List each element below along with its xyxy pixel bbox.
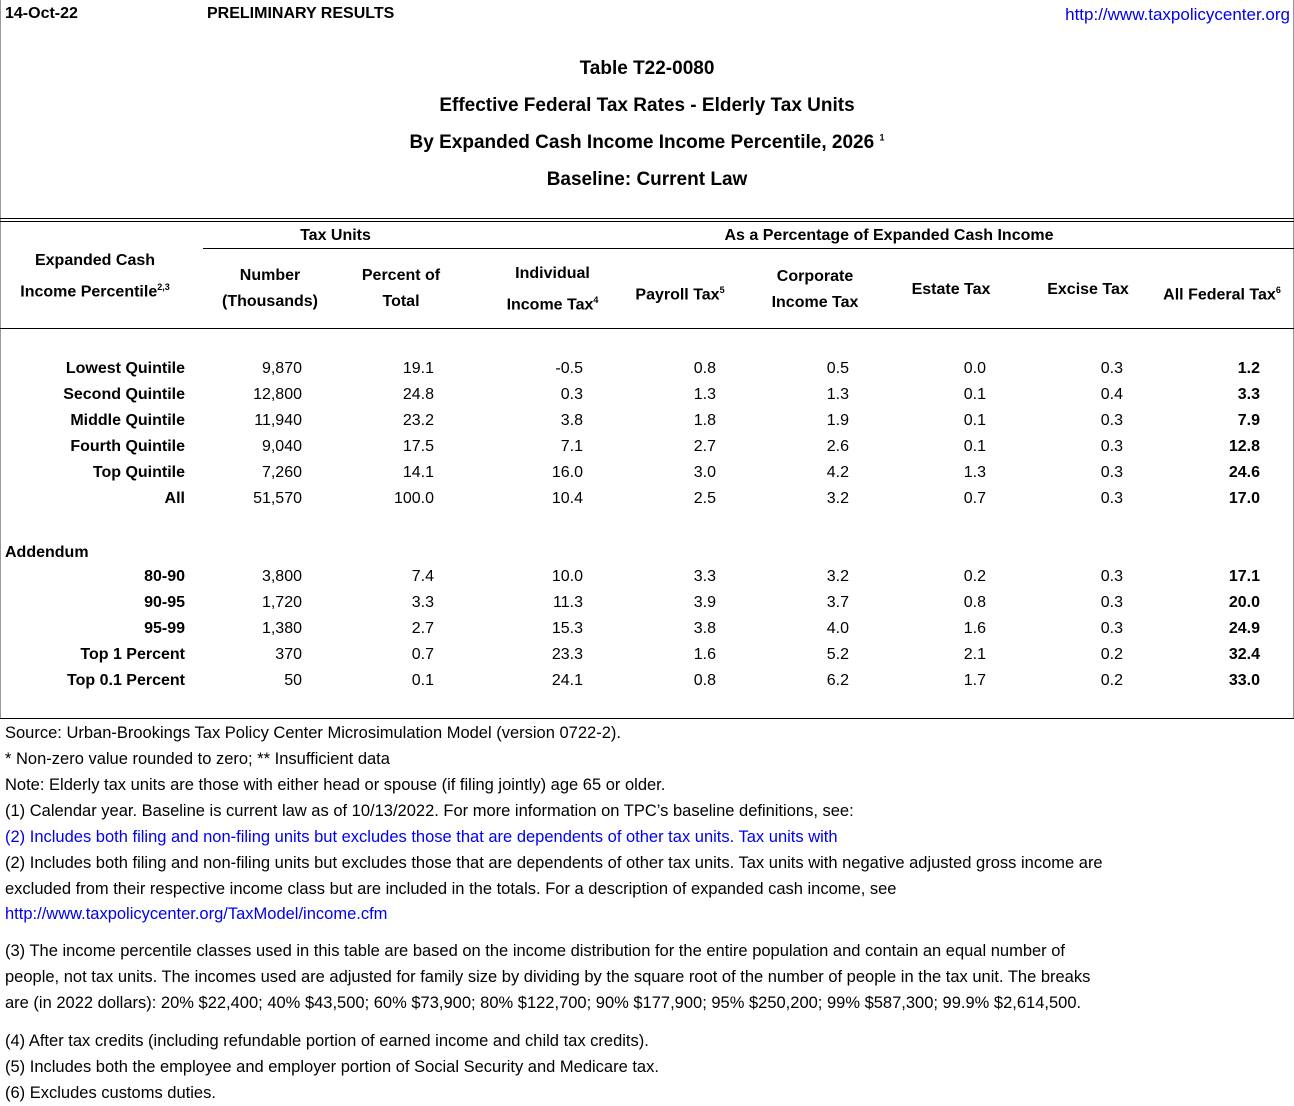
row-label: Top Quintile xyxy=(92,464,185,481)
divider xyxy=(0,328,1294,329)
cell-corporate: 1.3 xyxy=(826,386,849,403)
cell-estate: 0.0 xyxy=(963,360,986,377)
cell-estate: 1.7 xyxy=(963,672,986,689)
cell-individual: 23.3 xyxy=(551,646,583,663)
row-label: Fourth Quintile xyxy=(70,438,185,455)
cell-individual: 10.0 xyxy=(551,568,583,585)
cell-corporate: 6.2 xyxy=(826,672,849,689)
cell-payroll: 3.3 xyxy=(693,568,716,585)
cell-corporate: 2.6 xyxy=(826,438,849,455)
cell-number: 370 xyxy=(275,646,302,663)
header-line: Individual xyxy=(515,265,590,282)
cell-percent: 23.2 xyxy=(402,412,434,429)
table-row xyxy=(0,486,1294,512)
cell-excise: 0.3 xyxy=(1100,568,1123,585)
row-label: All xyxy=(164,490,185,507)
cell-corporate: 1.9 xyxy=(826,412,849,429)
date: 14-Oct-22 xyxy=(5,5,78,22)
cell-payroll: 0.8 xyxy=(693,672,716,689)
cell-excise: 0.3 xyxy=(1100,490,1123,507)
cell-payroll: 3.8 xyxy=(693,620,716,637)
table-row xyxy=(0,564,1294,590)
cell-excise: 0.3 xyxy=(1100,620,1123,637)
row-label: Lowest Quintile xyxy=(65,360,185,377)
cell-estate: 0.7 xyxy=(963,490,986,507)
cell-excise: 0.4 xyxy=(1100,386,1123,403)
footnote-3: people, not tax units. The incomes used are adjusted for family size by dividing by the square root of the number of people in the tax unit. The breaks xyxy=(5,968,1091,986)
cell-corporate: 3.2 xyxy=(826,568,849,585)
table-row xyxy=(0,356,1294,382)
table-row xyxy=(0,590,1294,616)
table-row xyxy=(0,434,1294,460)
cell-all-federal: 17.0 xyxy=(1228,490,1260,507)
cell-corporate: 5.2 xyxy=(826,646,849,663)
cell-all-federal: 12.8 xyxy=(1228,438,1260,455)
cell-all-federal: 24.9 xyxy=(1228,620,1260,637)
table-id: Table T22-0080 xyxy=(579,58,715,79)
cell-corporate: 3.2 xyxy=(826,490,849,507)
row-label: 80-90 xyxy=(144,568,185,585)
cell-payroll: 2.7 xyxy=(693,438,716,455)
cell-estate: 0.1 xyxy=(963,438,986,455)
cell-estate: 1.3 xyxy=(963,464,986,481)
cell-corporate: 4.0 xyxy=(826,620,849,637)
cell-individual: 10.4 xyxy=(551,490,583,507)
cell-excise: 0.3 xyxy=(1100,438,1123,455)
cell-individual: 3.8 xyxy=(560,412,583,429)
cell-number: 3,800 xyxy=(261,568,302,585)
cell-percent: 0.7 xyxy=(411,646,434,663)
cell-all-federal: 3.3 xyxy=(1237,386,1260,403)
cell-corporate: 0.5 xyxy=(826,360,849,377)
table-title: Effective Federal Tax Rates - Elderly Tax Units xyxy=(439,95,855,116)
cell-all-federal: 20.0 xyxy=(1228,594,1260,611)
cell-estate: 0.1 xyxy=(963,386,986,403)
cell-percent: 17.5 xyxy=(402,438,434,455)
table-row xyxy=(0,460,1294,486)
cell-estate: 2.1 xyxy=(963,646,986,663)
cell-all-federal: 17.1 xyxy=(1228,568,1260,585)
cell-percent: 2.7 xyxy=(411,620,434,637)
header-tax-units: Tax Units xyxy=(300,227,371,244)
header-estate: Estate Tax xyxy=(911,281,991,298)
cell-percent: 14.1 xyxy=(402,464,434,481)
divider xyxy=(0,718,1294,719)
header-line: Income Tax xyxy=(771,294,859,311)
header-payroll xyxy=(620,277,740,308)
cell-all-federal: 7.9 xyxy=(1237,412,1260,429)
header-line xyxy=(0,274,190,305)
addendum-label: Addendum xyxy=(5,544,89,561)
source-note: Source: Urban-Brookings Tax Policy Center Microsimulation Model (version 0722-2). xyxy=(5,724,621,742)
cell-individual: 16.0 xyxy=(551,464,583,481)
baseline: Baseline: Current Law xyxy=(546,169,748,190)
table-row xyxy=(0,382,1294,408)
header-line: Percent of xyxy=(361,267,441,284)
footnote-4: (4) After tax credits (including refundable portion of earned income and child tax credits). xyxy=(5,1032,649,1050)
cell-individual: -0.5 xyxy=(555,360,583,377)
footnote-ref: 6 xyxy=(1275,285,1281,295)
cell-excise: 0.2 xyxy=(1100,646,1123,663)
footnote-5: (5) Includes both the employee and employer portion of Social Security and Medicare tax. xyxy=(5,1058,659,1076)
header-percent xyxy=(340,263,462,315)
row-label: 90-95 xyxy=(144,594,185,611)
footnote-ref: 5 xyxy=(719,285,725,295)
cell-percent: 3.3 xyxy=(411,594,434,611)
table-row xyxy=(0,668,1294,694)
cell-excise: 0.3 xyxy=(1100,412,1123,429)
cell-percent: 100.0 xyxy=(393,490,434,507)
cell-all-federal: 1.2 xyxy=(1237,360,1260,377)
divider xyxy=(0,221,1294,222)
cell-percent: 24.8 xyxy=(402,386,434,403)
table-row xyxy=(0,616,1294,642)
footnote-ref: 2,3 xyxy=(157,282,170,292)
cell-number: 1,380 xyxy=(261,620,302,637)
table-subtitle xyxy=(0,132,1294,154)
header-all-federal xyxy=(1150,277,1294,308)
cell-number: 7,260 xyxy=(261,464,302,481)
header-line: Total xyxy=(382,293,420,310)
header-percentile xyxy=(0,248,190,305)
cell-number: 1,720 xyxy=(261,594,302,611)
cell-estate: 1.6 xyxy=(963,620,986,637)
row-label: Top 0.1 Percent xyxy=(67,672,185,689)
header-text: Income Percentile xyxy=(20,283,158,301)
cell-individual: 11.3 xyxy=(553,594,583,611)
footnote-1-link[interactable]: (2) Includes both filing and non-filing units but excludes those that are dependents of other tax units. Tax units with xyxy=(5,828,838,846)
cell-individual: 24.1 xyxy=(551,672,583,689)
cell-all-federal: 32.4 xyxy=(1228,646,1260,663)
cell-corporate: 4.2 xyxy=(826,464,849,481)
row-label: Second Quintile xyxy=(63,386,185,403)
cell-payroll: 1.6 xyxy=(693,646,716,663)
header-text: Payroll Tax xyxy=(635,286,720,304)
star-note: * Non-zero value rounded to zero; ** Insufficient data xyxy=(5,750,390,768)
cell-excise: 0.2 xyxy=(1100,672,1123,689)
footnote-2: (2) Includes both filing and non-filing units but excludes those that are dependents of other tax units. Tax units with negative adjusted gross income are xyxy=(5,854,1103,872)
cell-number: 12,800 xyxy=(253,386,302,403)
cell-estate: 0.1 xyxy=(963,412,986,429)
table-row xyxy=(0,408,1294,434)
header-line: Number xyxy=(239,267,301,284)
cell-individual: 7.1 xyxy=(560,438,583,455)
footnote-1: (1) Calendar year. Baseline is current law as of 10/13/2022. For more information on TPC’s baseline definitions, see: xyxy=(5,802,854,820)
divider xyxy=(0,218,1294,219)
cell-excise: 0.3 xyxy=(1100,464,1123,481)
header-individual xyxy=(485,261,620,318)
cell-payroll: 0.8 xyxy=(693,360,716,377)
header-line xyxy=(485,287,620,318)
cell-percent: 19.1 xyxy=(402,360,434,377)
footnote-3: (3) The income percentile classes used in this table are based on the income distribution for the entire population and contain an equal number of xyxy=(5,942,1066,960)
preliminary-label: PRELIMINARY RESULTS xyxy=(207,5,395,22)
cell-number: 50 xyxy=(284,672,302,689)
cell-all-federal: 33.0 xyxy=(1228,672,1260,689)
cell-number: 11,940 xyxy=(254,412,302,429)
header-number xyxy=(205,263,335,315)
cell-payroll: 1.3 xyxy=(693,386,716,403)
cell-payroll: 3.0 xyxy=(693,464,716,481)
header-line: Corporate xyxy=(776,268,854,285)
cell-all-federal: 24.6 xyxy=(1228,464,1260,481)
header-pct-group: As a Percentage of Expanded Cash Income xyxy=(724,227,1054,244)
cell-estate: 0.8 xyxy=(963,594,986,611)
subtitle-text: By Expanded Cash Income Income Percentile, 2026 xyxy=(409,132,875,153)
cell-payroll: 3.9 xyxy=(693,594,716,611)
cell-percent: 7.4 xyxy=(411,568,434,585)
footnote-ref: 4 xyxy=(593,295,599,305)
row-label: Top 1 Percent xyxy=(80,646,185,663)
header-line: Expanded Cash xyxy=(34,252,156,269)
footnote-6: (6) Excludes customs duties. xyxy=(5,1084,216,1102)
cell-payroll: 1.8 xyxy=(693,412,716,429)
income-definition-link[interactable]: http://www.taxpolicycenter.org/TaxModel/income.cfm xyxy=(5,905,388,923)
cell-excise: 0.3 xyxy=(1100,594,1123,611)
cell-number: 9,040 xyxy=(261,438,302,455)
cell-individual: 15.3 xyxy=(551,620,583,637)
header-line: (Thousands) xyxy=(222,293,318,310)
table-row xyxy=(0,642,1294,668)
footnote-3: are (in 2022 dollars): 20% $22,400; 40% $43,500; 60% $73,900; 80% $122,700; 90% $177,900; 95% $250,200; 99% $587,300; 99.9% $2,614,500. xyxy=(5,994,1082,1012)
header-corporate xyxy=(755,264,875,316)
cell-corporate: 3.7 xyxy=(826,594,849,611)
elderly-note: Note: Elderly tax units are those with either head or spouse (if filing jointly) age 65 or older. xyxy=(5,776,666,794)
cell-payroll: 2.5 xyxy=(693,490,716,507)
cell-number: 51,570 xyxy=(253,490,302,507)
header-text: All Federal Tax xyxy=(1163,286,1276,304)
footnote-ref: 1 xyxy=(879,132,885,143)
cell-individual: 0.3 xyxy=(560,386,583,403)
cell-excise: 0.3 xyxy=(1100,360,1123,377)
cell-estate: 0.2 xyxy=(963,568,986,585)
row-label: Middle Quintile xyxy=(70,412,185,429)
cell-percent: 0.1 xyxy=(411,672,434,689)
footnote-2: excluded from their respective income class but are included in the totals. For a description of expanded cash income, see xyxy=(5,880,897,898)
cell-number: 9,870 xyxy=(261,360,302,377)
header-text: Income Tax xyxy=(506,296,594,314)
row-label: 95-99 xyxy=(144,620,185,637)
header-excise: Excise Tax xyxy=(1047,281,1129,298)
tpc-link[interactable]: http://www.taxpolicycenter.org xyxy=(1065,5,1290,24)
